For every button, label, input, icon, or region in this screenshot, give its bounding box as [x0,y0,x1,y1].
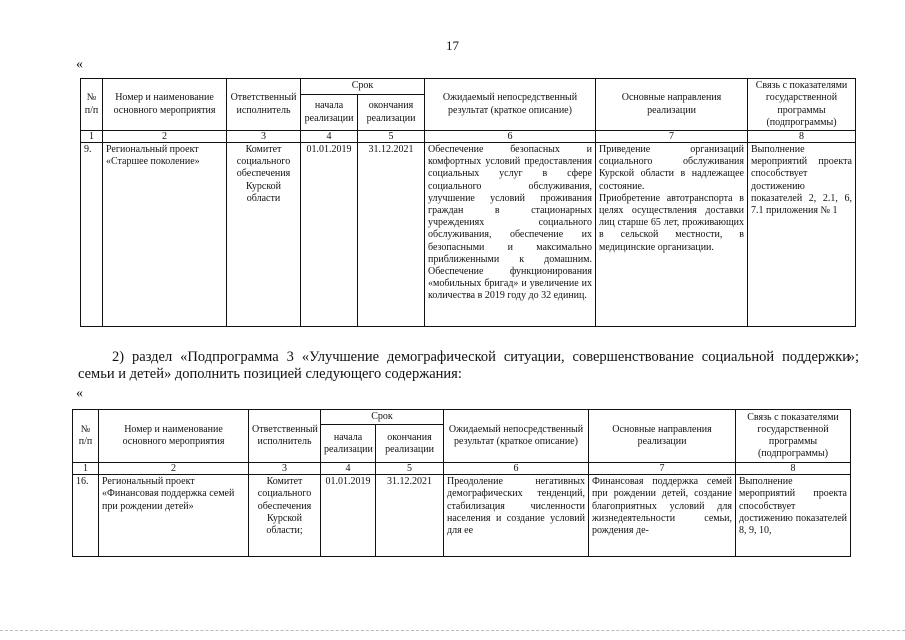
col-num: 6 [425,131,596,143]
header-responsible: Ответственный исполнитель [249,410,321,463]
header-term: Срок [301,79,425,95]
row-start: 01.01.2019 [321,475,376,557]
row-link: Выполнение мероприятий проекта способствует достижению показателей 2, 2.1, 6, 7.1 приложения № 1 [748,143,856,327]
opening-quote-2: « [76,386,83,401]
page-number: 17 [446,38,459,53]
col-num: 8 [748,131,856,143]
col-num: 5 [376,463,444,475]
row-responsible: Комитет социального обеспечения Курской области; [249,475,321,557]
row-name: Региональный проект «Старшее поколение» [103,143,227,327]
col-num: 1 [73,463,99,475]
header-directions: Основные направления реализации [589,410,736,463]
header-result: Ожидаемый непосредственный результат (краткое описание) [444,410,589,463]
col-num: 4 [321,463,376,475]
header-directions: Основные направления реализации [596,79,748,131]
col-num: 6 [444,463,589,475]
amendment-text: 2) раздел «Подпрограмма 3 «Улучшение демографической ситуации, совершенствование социальной поддержки семьи и детей» дополнить позицией следующего содержания: [78,349,850,382]
table-regional-project-older-generation [80,78,856,327]
header-term: Срок [321,410,444,425]
scan-edge-line [0,630,905,632]
directions-paragraph: Приведение организаций социального обслуживания Курской области в надлежащее состояние. [599,144,744,192]
table-row [81,143,856,327]
col-num: 7 [596,131,748,143]
header-link: Связь с показателями государственной программы (подпрограммы) [748,79,856,131]
header-num: № п/п [73,410,99,463]
header-end: окончания реализации [358,95,425,131]
header-name: Номер и наименование основного мероприятия [99,410,249,463]
col-num: 3 [227,131,301,143]
table-regional-project-family-support [72,409,851,557]
row-responsible: Комитет социального обеспечения Курской области [227,143,301,327]
col-num: 5 [358,131,425,143]
row-end: 31.12.2021 [358,143,425,327]
col-num: 7 [589,463,736,475]
header-start: начала реализации [301,95,358,131]
header-responsible: Ответственный исполнитель [227,79,301,131]
header-start: начала реализации [321,425,376,463]
column-numbers-row [73,463,851,475]
col-num: 3 [249,463,321,475]
column-numbers-row [81,131,856,143]
closing-quote: »; [847,349,859,365]
row-directions [596,143,748,327]
row-end: 31.12.2021 [376,475,444,557]
row-name: Региональный проект «Финансовая поддержка семей при рождении детей» [99,475,249,557]
col-num: 2 [99,463,249,475]
header-name: Номер и наименование основного мероприятия [103,79,227,131]
header-num: № п/п [81,79,103,131]
header-end: окончания реализации [376,425,444,463]
row-result: Обеспечение безопасных и комфортных условий предоставления социальных услуг в сфере социального обслуживания, улучшение условий проживания граждан в стационарных учреждениях социального обслуживания, обеспечение их безопасными и максимально приближенными к домашним. Обеспечение функционирования «мобильных бригад» и увеличение их количества в 2019 году до 32 единиц. [425,143,596,327]
row-link: Выполнение мероприятий проекта способствует достижению показателей 8, 9, 10, [736,475,851,557]
row-num: 16. [73,475,99,557]
table-row [73,475,851,557]
header-link: Связь с показателями государственной программы (подпрограммы) [736,410,851,463]
col-num: 4 [301,131,358,143]
row-start: 01.01.2019 [301,143,358,327]
row-directions: Финансовая поддержка семей при рождении детей, создание благоприятных условий для жизнедеятельности семьи, рождения де- [589,475,736,557]
row-num: 9. [81,143,103,327]
row-result: Преодоление негативных демографических тенденций, стабилизация численности населения и создание условий для ее [444,475,589,557]
directions-paragraph: Приобретение автотранспорта в целях осуществления доставки лиц старше 65 лет, проживающих в сельской местности, в медицинские организации. [599,192,744,253]
col-num: 8 [736,463,851,475]
col-num: 2 [103,131,227,143]
col-num: 1 [81,131,103,143]
header-result: Ожидаемый непосредственный результат (краткое описание) [425,79,596,131]
opening-quote-1: « [76,57,83,72]
